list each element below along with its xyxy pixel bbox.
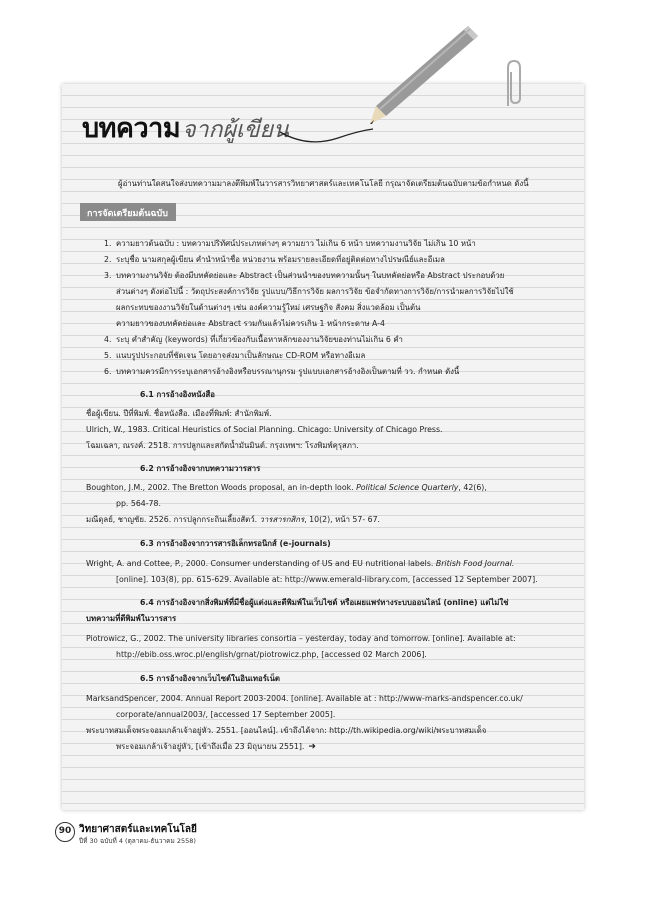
- subheading-6-1: 6.1 การอ้างอิงหนังสือ: [140, 390, 215, 399]
- list-item: 3. บทความงานวิจัย ต้องมีบทคัดย่อและ Abstract เป็นส่วนนำของบทความนั้นๆ ในบทคัดย่อหรือ Abstract ประกอบด้วย: [104, 271, 505, 280]
- subheading-6-4: 6.4 การอ้างอิงจากสิ่งพิมพ์ที่มีชื่อผู้แต่งและตีพิมพ์ในเว็บไซต์ หรือเผยแพร่ทางระบบออนไลน์ (online) แต่ไม่ใช่: [140, 598, 509, 607]
- reference-line: Wright, A. and Cottee, P., 2000. Consumer understanding of US and EU nutritional labels. British Food Journal.: [86, 559, 515, 568]
- section-header: การจัดเตรียมต้นฉบับ: [80, 203, 176, 221]
- reference-line: [online]. 103(8), pp. 615-629. Available at: http://www.emerald-library.com, [accessed 12 September 2007].: [116, 575, 538, 584]
- list-item-continued: ผลกระทบของงานวิจัยในด้านต่างๆ เช่น องค์ความรู้ใหม่ เศรษฐกิจ สังคม สิ่งแวดล้อม เป็นต้น: [116, 303, 421, 312]
- reference-line: พระจอมเกล้าเจ้าอยู่หัว, [เข้าถึงเมื่อ 23 มิถุนายน 2551]. ➜: [116, 742, 316, 752]
- subheading-6-2: 6.2 การอ้างอิงจากบทความวารสาร: [140, 464, 261, 473]
- title-swoosh: [278, 126, 388, 146]
- pencil-icon: [350, 20, 480, 130]
- list-item: 2. ระบุชื่อ นามสกุลผู้เขียน คำนำหน้าชื่อ หน่วยงาน พร้อมรายละเอียดที่อยู่ติดต่อทางไปรษณีย์และอีเมล: [104, 255, 445, 264]
- journal-title: วิทยาศาสตร์และเทคโนโลยี: [79, 824, 197, 835]
- list-item: 4. ระบุ คำสำคัญ (keywords) ที่เกี่ยวข้องกับเนื้อหาหลักของงานวิจัยของท่านไม่เกิน 6 คำ: [104, 335, 403, 344]
- subheading-6-4-continued: บทความที่ตีพิมพ์ในวารสาร: [86, 614, 177, 623]
- title-accent: จากผู้เขียน: [182, 117, 289, 143]
- paperclip-icon: [498, 58, 528, 110]
- reference-line: โฉมเฉลา, ณรงค์. 2518. การปลูกและสกัดน้ำมันมินต์. กรุงเทพฯ: โรงพิมพ์คุรุสภา.: [86, 441, 359, 450]
- reference-line: ชื่อผู้เขียน. ปีที่พิมพ์. ชื่อหนังสือ. เมืองที่พิมพ์: สำนักพิมพ์.: [86, 409, 272, 418]
- list-item: 6. บทความควรมีการระบุเอกสารอ้างอิงหรือบรรณานุกรม รูปแบบเอกสารอ้างอิงเป็นตามที่ วว. กำหนด ดังนี้: [104, 367, 460, 376]
- list-item: 5. แนบรูปประกอบที่ชัดเจน โดยอาจส่งมาเป็นลักษณะ CD-ROM หรือทางอีเมล: [104, 351, 366, 360]
- reference-line: corporate/annual2003/, [accessed 17 September 2005].: [116, 710, 336, 719]
- subheading-6-5: 6.5 การอ้างอิงจากเว็บไซต์ในอินเทอร์เน็ต: [140, 674, 280, 683]
- reference-line: http://ebib.oss.wroc.pl/english/grnat/piotrowicz.php, [accessed 02 March 2006].: [116, 650, 427, 659]
- reference-line: pp. 564-78.: [116, 499, 161, 508]
- intro-text: ผู้อ่านท่านใดสนใจส่งบทความมาลงตีพิมพ์ในวารสารวิทยาศาสตร์และเทคโนโลยี กรุณาจัดเตรียมต้นฉบับตามข้อกำหนด ดังนี้: [118, 179, 529, 188]
- journal-issue: ปีที่ 30 ฉบับที่ 4 (ตุลาคม-ธันวาคม 2558): [79, 837, 196, 845]
- list-item: 1. ความยาวต้นฉบับ : บทความปริทัศน์ประเภทต่างๆ ความยาว ไม่เกิน 6 หน้า บทความงานวิจัย ไม่เกิน 10 หน้า: [104, 239, 476, 248]
- title-main: บทความ: [82, 113, 181, 144]
- arrow-right-icon: ➜: [308, 742, 316, 752]
- list-item-continued: ส่วนต่างๆ ดังต่อไปนี้ : วัตถุประสงค์การวิจัย รูปแบบ/วิธีการวิจัย ผลการวิจัย ข้อจำกัดทางการวิจัย/การนำผลการวิจัยไปใช้: [116, 287, 514, 296]
- page-title: [82, 106, 289, 146]
- reference-line: พระบาทสมเด็จพระจอมเกล้าเจ้าอยู่หัว. 2551. [ออนไลน์]. เข้าถึงได้จาก: http://th.wikipedia.org/wiki/พระบาทสมเด็จ: [86, 726, 487, 735]
- reference-line: Boughton, J.M., 2002. The Bretton Woods proposal, an in-depth look. Political Science Quarterly, 42(6),: [86, 483, 487, 492]
- reference-line: Piotrowicz, G., 2002. The university libraries consortia – yesterday, today and tomorrow. [online]. Available at:: [86, 634, 516, 643]
- subheading-6-3: 6.3 การอ้างอิงจากวารสารอิเล็กทรอนิกส์ (e-journals): [140, 539, 331, 548]
- reference-line: MarksandSpencer, 2004. Annual Report 2003-2004. [online]. Available at : http://www-marks-andspencer.co.uk/: [86, 694, 523, 703]
- reference-line: Ulrich, W., 1983. Critical Heuristics of Social Planning. Chicago: University of Chicago Press.: [86, 425, 443, 434]
- page-number: 90: [55, 822, 75, 842]
- reference-line: มณีดุลย์, ชาญชัย. 2526. การปลูกกระถินเลี้ยงสัตว์. วารสารกสิกร, 10(2), หน้า 57- 67.: [86, 515, 381, 524]
- list-item-continued: ความยาวของบทคัดย่อและ Abstract รวมกันแล้วไม่ควรเกิน 1 หน้ากระดาษ A-4: [116, 319, 385, 328]
